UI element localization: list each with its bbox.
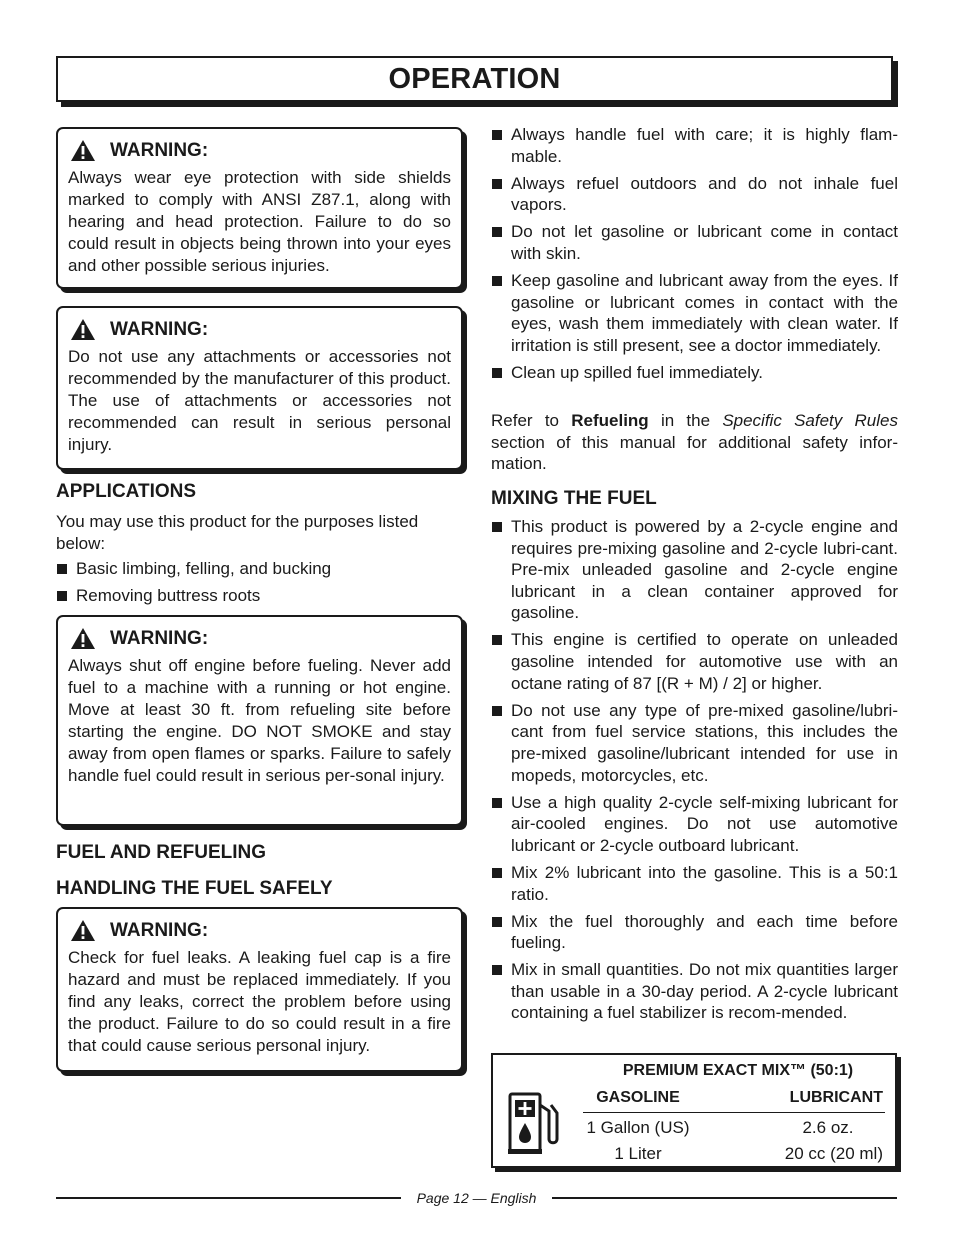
applications-intro: You may use this product for the purposes listed below: [56,512,419,553]
applications-heading: APPLICATIONS [56,481,197,502]
safety-rules-reference: Specific Safety Rules [722,411,898,430]
square-bullet-icon [492,130,502,140]
list-item: Do not use any type of pre-mixed gasoline/lubri-cant from fuel service stations, this includes the pre-mixed gasoline/lubricant intended for use in mopeds, motorcycles, etc. [491,700,898,786]
list-item: Use a high quality 2-cycle self-mixing lubricant for air-cooled engines. Do not use automotive lubricant or 2-cycle outboard lubricant. [491,792,898,857]
warning-text: Check for fuel leaks. A leaking fuel cap is a fire hazard and must be replaced immediately. If you find any leaks, correct the problem before using the product. Failure to do so could result in a fire that could cause serious personal injury. [68,948,451,1055]
table-row [583,1144,885,1164]
list-item: Mix 2% lubricant into the gasoline. This is a 50:1 ratio. [491,862,898,905]
warning-triangle-icon [70,919,96,942]
list-item: Mix the fuel thoroughly and each time before fueling. [491,911,898,954]
page-number: Page 12 — English [416,1190,537,1206]
square-bullet-icon [57,564,67,574]
warning-label: WARNING: [110,627,209,649]
warning-header [70,318,451,341]
refer-paragraph: Refer to Refueling in the Specific Safety Rules section of this manual for additional safety infor-mation. [491,411,898,473]
square-bullet-icon [492,276,502,286]
square-bullet-icon [492,917,502,927]
square-bullet-icon [492,635,502,645]
square-bullet-icon [492,368,502,378]
warning-box-attachments [56,306,463,470]
fuel-pump-icon [507,1091,563,1155]
lubricant-cell: 20 cc (20 ml) [784,1144,883,1163]
warning-header [70,919,451,942]
refueling-reference: Refueling [571,411,649,430]
warning-box-fuel-leaks [56,907,463,1072]
list-item: Basic limbing, felling, and bucking [56,558,464,580]
handling-fuel-heading: HANDLING THE FUEL SAFELY [56,878,333,899]
list-item: Do not let gasoline or lubricant come in contact with skin. [491,221,898,264]
square-bullet-icon [492,227,502,237]
mix-ratio-table [491,1053,897,1168]
list-item: Removing buttress roots [56,585,464,607]
list-item: Mix in small quantities. Do not mix quantities larger than usable in a 30-day period. A 2-cycle lubricant containing a fuel stabilizer is recom-mended. [491,959,898,1024]
square-bullet-icon [492,868,502,878]
warning-triangle-icon [70,318,96,341]
warning-text: Always wear eye protection with side shields marked to comply with ANSI Z87.1, along with hearing and head protection. Failure to do so could result in objects being thrown into your eyes and other possible serious injuries. [68,168,451,275]
warning-triangle-icon [70,627,96,650]
list-item: Clean up spilled fuel immediately. [491,362,898,384]
square-bullet-icon [492,706,502,716]
warning-text: Always shut off engine before fueling. Never add fuel to a machine with a running or hot engine. Move at least 30 ft. from refueling site before starting the engine. DO NOT SMOKE and stay away from open flames or sparks. Failure to safely handle fuel could result in serious per-sonal injury. [68,656,451,785]
list-item: Keep gasoline and lubricant away from the eyes. If gasoline or lubricant comes in contact with the eyes, wash them immediately with clean water. If irritation is still present, see a doctor immediately. [491,270,898,356]
warning-text: Do not use any attachments or accessories not recommended by the manufacturer of this product. The use of attachments or accessories not recommended can result in serious personal injury. [68,347,451,454]
warning-label: WARNING: [110,318,209,340]
list-item: Always refuel outdoors and do not inhale fuel vapors. [491,173,898,216]
warning-box-eye-protection [56,127,463,289]
gasoline-cell: 1 Liter [614,1144,662,1163]
mixing-fuel-heading: MIXING THE FUEL [491,488,657,509]
list-item: Always handle fuel with care; it is highly flam-mable. [491,124,898,167]
square-bullet-icon [492,965,502,975]
table-row [583,1118,885,1138]
lubricant-column-header: LUBRICANT [789,1089,883,1106]
fuel-refueling-heading: FUEL AND REFUELING [56,842,267,863]
warning-header [70,627,451,650]
footer-rule-left [56,1197,401,1199]
mix-table-header [583,1089,885,1113]
warning-label: WARNING: [110,139,209,161]
lubricant-cell: 2.6 oz. [802,1118,854,1137]
mix-table-title: PREMIUM EXACT MIX™ (50:1) [622,1062,854,1079]
square-bullet-icon [492,179,502,189]
warning-label: WARNING: [110,919,209,941]
gasoline-cell: 1 Gallon (US) [586,1118,690,1137]
list-item: This engine is certified to operate on unleaded gasoline intended for automotive use with an octane rating of 87 [(R + M) / 2] or higher. [491,629,898,694]
page-footer [56,1188,897,1208]
square-bullet-icon [492,798,502,808]
list-item: This product is powered by a 2-cycle engine and requires pre-mixing gasoline and 2-cycle lubri-cant. Pre-mix unleaded gasoline and 2-cycle engine lubricant in a clean container approved for gasoline. [491,516,898,624]
footer-rule-right [552,1197,897,1199]
square-bullet-icon [57,591,67,601]
warning-box-fueling [56,615,463,826]
applications-list [56,558,464,611]
page-title: OPERATION [388,62,561,95]
gasoline-column-header: GASOLINE [596,1089,680,1106]
square-bullet-icon [492,522,502,532]
mixing-list [491,516,898,1030]
page-title-bar [56,56,893,102]
handling-list [491,124,898,389]
warning-triangle-icon [70,139,96,162]
warning-header [70,139,451,162]
